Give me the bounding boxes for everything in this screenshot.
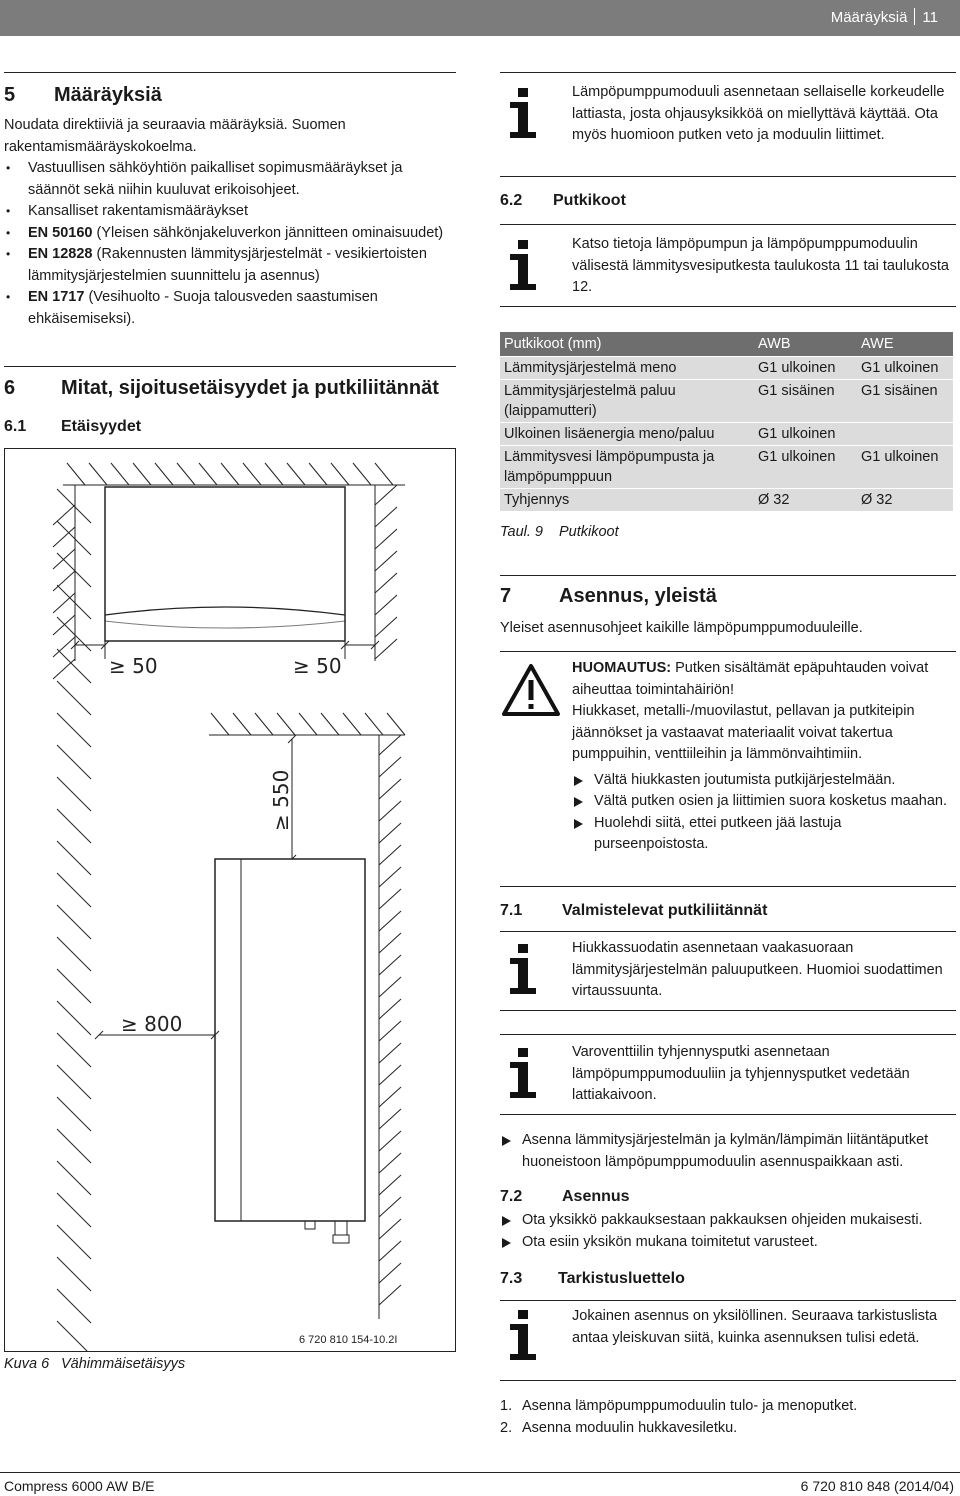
figure-caption: Kuva 6 Vähimmäisetäisyys [4, 1356, 186, 1372]
installation-diagram [5, 449, 455, 1351]
table-cell: G1 sisäinen [754, 380, 857, 423]
note-rule [500, 1114, 956, 1115]
table-cell: Ø 32 [754, 489, 857, 512]
section-rule [4, 366, 456, 367]
warning-actions [572, 770, 952, 856]
step-7-1: Asenna lämmitysjärjestelmän ja kylmän/lämpimän liitäntäputket huoneistoon lämpöpumppumoduulin asennuspaikkaan asti. [500, 1130, 940, 1173]
table-cell: Lämmitysjärjestelmä paluu (laippamutteri) [500, 380, 754, 423]
table-cell: G1 ulkoinen [857, 446, 953, 489]
table-cell: Ø 32 [857, 489, 953, 512]
warning-action-item: Huolehdi siitä, ettei putkeen jää lastuja purseenpoistosta. [572, 813, 952, 856]
dim-top-right: ≥ 50 [293, 654, 342, 678]
footer-document-number: 6 720 810 848 (2014/04) [800, 1478, 954, 1494]
section-rule [4, 72, 456, 73]
section-5-heading: 5 Määräyksiä [4, 84, 162, 106]
info-note-4: Varoventtiilin tyhjennysputki asennetaan lämpöpumppumoduuliin ja tyhjennysputket vedetään lattiakaivoon. [500, 1042, 956, 1107]
warning-icon [500, 662, 566, 723]
table-row [500, 423, 953, 446]
header-bar [0, 0, 960, 36]
info-note-2: Katso tietoja lämpöpumpun ja lämpöpumppumoduulin välisestä lämmitysvesiputkesta taulukosta 11 tai taulukosta 12. [500, 234, 956, 299]
info-note-1: Lämpöpumppumoduuli asennetaan sellaiselle korkeudelle lattiasta, josta ohjausyksikköä on miellyttävä käyttää. Ota myös huomioon putken veto ja moduulin liittimet. [500, 82, 956, 147]
table-cell: Ulkoinen lisäenergia meno/paluu [500, 423, 754, 446]
table-row [500, 446, 953, 489]
note-rule [500, 1380, 956, 1381]
regulation-item: • EN 1717 (Vesihuolto - Suoja talousveden saastumisen ehkäisemiseksi). [4, 287, 456, 330]
table-cell [857, 423, 953, 446]
running-header [831, 8, 938, 26]
table-header-cell: Putkikoot (mm) [500, 332, 754, 357]
unit-side-view [215, 859, 365, 1221]
checklist [500, 1396, 940, 1439]
section-7-intro: Yleiset asennusohjeet kaikille lämpöpumppumoduuleille. [500, 620, 863, 636]
checklist-item: 2. Asenna moduulin hukkavesiletku. [500, 1419, 738, 1436]
dim-top-left: ≥ 50 [109, 654, 158, 678]
section-rule [500, 575, 956, 576]
table-row [500, 357, 953, 380]
table-cell: G1 ulkoinen [754, 423, 857, 446]
info-note-3: Hiukkassuodatin asennetaan vaakasuoraan lämmitysjärjestelmän paluuputkeen. Huomioi suodattimen virtaussuunta. [500, 938, 956, 1003]
footer-product: Compress 6000 AW B/E [4, 1478, 155, 1494]
install-step: Ota esiin yksikön mukana toimitetut varusteet. [500, 1232, 940, 1254]
note-rule [500, 1034, 956, 1035]
warning-notice [500, 651, 956, 887]
checklist-item: 1. Asenna lämpöpumppumoduulin tulo- ja menoputket. [500, 1398, 858, 1414]
section-6-heading: 6 Mitat, sijoitusetäisyydet ja putkiliitännät [4, 377, 439, 399]
section-6-2-heading: 6.2 Putkikoot [500, 192, 626, 209]
table-cell: G1 ulkoinen [754, 446, 857, 489]
section-7-heading: 7 Asennus, yleistä [500, 585, 717, 607]
header-section-label: Määräyksiä [830, 9, 908, 26]
section-5 [4, 84, 456, 330]
regulation-item: • Kansalliset rakentamismääräykset [4, 201, 456, 223]
table-cell: G1 ulkoinen [754, 357, 857, 380]
table-row [500, 380, 953, 423]
info-icon [500, 938, 572, 1003]
section-rule [500, 72, 956, 73]
warning-action-item: Vältä hiukkasten joutumista putkijärjestelmään. [572, 770, 952, 792]
table-cell: Tyhjennys [500, 489, 754, 512]
table-cell: G1 ulkoinen [857, 357, 953, 380]
warning-action-item: Vältä putken osien ja liittimien suora kosketus maahan. [572, 791, 952, 813]
figure-reference: 6 720 810 154-10.2I [299, 1334, 398, 1346]
table-caption: Taul. 9 Putkikoot [500, 524, 619, 540]
page-number: 11 [922, 9, 938, 26]
info-icon [500, 1042, 572, 1107]
footer-rule [0, 1472, 960, 1473]
note-rule [500, 224, 956, 225]
warning-paragraph: Hiukkaset, metalli-/muovilastut, pellavan ja putkiteipin jäännökset ja vastaavat materiaalit voivat takertua pumppuihin, venttiileihin ja lämmönvaihtimiin. [572, 703, 915, 762]
dim-front: ≥ 800 [121, 1012, 183, 1036]
note-rule [500, 306, 956, 307]
table-cell: Lämmitysjärjestelmä meno [500, 357, 754, 380]
info-icon [500, 82, 572, 147]
unit-top-view [105, 487, 345, 641]
note-rule [500, 931, 956, 932]
section-6-1-heading: 6.1 Etäisyydet [4, 418, 142, 435]
table-header-cell: AWB [754, 332, 857, 357]
section-7-2-steps [500, 1210, 940, 1253]
regulation-item: • Vastuullisen sähköyhtiön paikalliset sopimusmääräykset ja säännöt sekä niihin kuuluvat erikoisohjeet. [4, 158, 456, 201]
info-icon [500, 234, 572, 299]
regulation-item: • EN 50160 (Yleisen sähkönjakeluverkon jännitteen ominaisuudet) [4, 223, 456, 245]
install-step: Ota yksikkö pakkauksestaan pakkauksen ohjeiden mukaisesti. [500, 1210, 940, 1232]
warning-label: HUOMAUTUS: [572, 660, 672, 676]
warning-body: HUOMAUTUS: Putken sisältämät epäpuhtauden voivat aiheuttaa toimintahäiriön! Hiukkaset, metalli-/muovilastut, pellavan ja putkiteipin jäännökset ja vastaavat materiaalit voivat takertua pumppuihin, venttiileihin ja lämmönvaihtimiin. Vältä hiukkasten joutumista putkijärjestelmään. Vältä putken osien ja liittimien suora kosketus maahan. Huolehdi siitä, ettei putkeen jää lastuja purseenpoistosta. [572, 658, 952, 856]
section-7-3-heading: 7.3 Tarkistusluettelo [500, 1270, 685, 1287]
table-cell: Lämmitysvesi lämpöpumpusta ja lämpöpumppuun [500, 446, 754, 489]
note-rule [500, 176, 956, 177]
section-5-intro: Noudata direktiiviä ja seuraavia määräyksiä. Suomen rakentamismääräyskokoelma. [4, 117, 346, 155]
note-rule [500, 1010, 956, 1011]
dim-vertical: ≥ 550 [269, 769, 293, 831]
section-7-1-heading: 7.1 Valmistelevat putkiliitännät [500, 902, 768, 919]
regulation-item: • EN 12828 (Rakennusten lämmitysjärjestelmät - vesikiertoisten lämmitysjärjestelmien suunnittelu ja asennus) [4, 244, 456, 287]
section-7-2-heading: 7.2 Asennus [500, 1188, 630, 1205]
regulation-list [4, 158, 456, 330]
info-icon [500, 1306, 572, 1366]
info-note-5: Jokainen asennus on yksilöllinen. Seuraava tarkistuslista antaa yleiskuvan siitä, kuinka asennuksen tulisi edetä. [500, 1306, 956, 1366]
table-header-cell: AWE [857, 332, 953, 357]
table-row [500, 489, 953, 512]
table-cell: G1 sisäinen [857, 380, 953, 423]
table-header-row [500, 332, 953, 357]
pipe-size-table [500, 332, 953, 512]
distance-figure [4, 448, 456, 1352]
note-rule [500, 1300, 956, 1301]
